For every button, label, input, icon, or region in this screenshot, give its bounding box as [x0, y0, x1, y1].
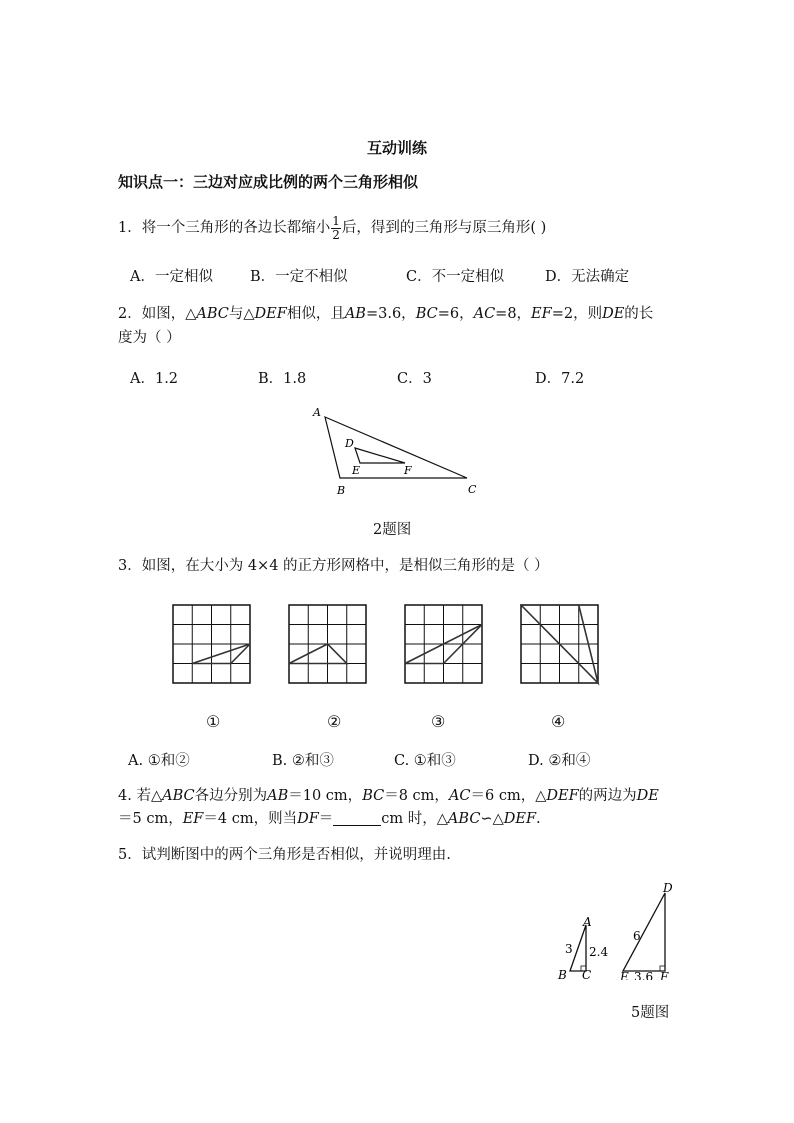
section-heading: 知识点一：三边对应成比例的两个三角形相似	[118, 173, 419, 191]
q2-ef: EF	[531, 306, 552, 322]
label-f: F	[404, 464, 412, 477]
label-d: D	[345, 437, 354, 450]
q2-text: 与△	[228, 306, 255, 322]
label-b: B	[337, 484, 346, 497]
triangle-def-large	[623, 893, 665, 971]
question-4-line1	[118, 786, 659, 806]
q4-ef: EF	[182, 811, 204, 827]
q2-option-d: D．7.2	[535, 371, 585, 387]
q1-option-d: D．无法确定	[545, 269, 630, 285]
q2-text: 2．如图，△	[118, 306, 197, 322]
label-c5: C	[582, 968, 592, 980]
q1-text-before: 1．将一个三角形的各边长都缩小	[118, 220, 331, 236]
q4-text: ＝4 cm，则当	[203, 811, 298, 827]
q3-option-a: A. ①和②	[128, 753, 190, 769]
q1-fraction	[331, 215, 341, 242]
label-a5: A	[583, 915, 592, 929]
label-f5: F	[660, 970, 669, 980]
q2-bc-val: =6，	[437, 306, 474, 322]
q4-ab-val: ＝10 cm，	[288, 788, 363, 804]
q4-df: DF	[297, 811, 319, 827]
grid-1	[172, 604, 252, 684]
label-a: A	[313, 406, 321, 419]
label-c: C	[468, 483, 477, 496]
q1-option-c: C．不一定相似	[406, 269, 505, 285]
q4-text: 4. 若△	[118, 788, 163, 804]
q2-bc: BC	[415, 306, 438, 322]
grid-label-2: ②	[327, 712, 342, 731]
q4-text: .	[536, 811, 541, 827]
q5-caption: 5题图	[631, 1005, 670, 1021]
q4-ac: AC	[448, 788, 471, 804]
q2-ac: AC	[473, 306, 496, 322]
grid-4	[520, 604, 602, 686]
q1-option-a: A．一定相似	[130, 269, 213, 285]
grid-2	[288, 604, 368, 684]
q4-text: ＝5 cm，	[118, 811, 183, 827]
q3-option-b: B. ②和③	[272, 753, 334, 769]
grid-label-3: ③	[431, 712, 446, 731]
triangle-def	[355, 448, 405, 463]
q2-figure	[300, 400, 490, 500]
q2-ab-val: =3.6，	[365, 306, 416, 322]
q4-ac-val: ＝6 cm，△	[470, 788, 547, 804]
q2-option-c: C．3	[397, 371, 432, 387]
q4-de: DE	[636, 788, 659, 804]
q2-ab: AB	[344, 306, 366, 322]
q4-abc2: ABC	[447, 811, 481, 827]
q4-answer-blank[interactable]	[333, 811, 381, 826]
question-4-line2	[118, 809, 541, 829]
question-2-line2: 度为（ ）	[118, 330, 181, 346]
side-3: 3	[565, 942, 573, 956]
q2-option-b: B．1.8	[258, 371, 307, 387]
q1-text-after: 后，得到的三角形与原三角形( )	[341, 220, 547, 236]
q4-def2: DEF	[503, 811, 537, 827]
q2-abc: ABC	[196, 306, 229, 322]
label-e: E	[352, 464, 361, 477]
q4-text: ＝	[318, 811, 334, 827]
q4-text: 的两边为	[578, 788, 637, 804]
q4-ab: AB	[267, 788, 289, 804]
q1-frac-den: 2	[332, 227, 340, 242]
q4-bc-val: ＝8 cm，	[384, 788, 449, 804]
q3-option-d: D. ②和④	[528, 753, 591, 769]
side-2-4: 2.4	[589, 945, 609, 959]
q4-def: DEF	[546, 788, 579, 804]
grid-1-triangle	[192, 644, 250, 664]
q4-text: cm 时，△	[381, 811, 448, 827]
q4-text: 各边分别为	[194, 788, 268, 804]
grid-2-triangle	[289, 644, 347, 664]
question-1	[118, 208, 546, 248]
label-d5: D	[663, 881, 673, 895]
label-e5: E	[620, 970, 629, 980]
grid-3	[404, 604, 484, 684]
q2-option-a: A．1.2	[130, 371, 179, 387]
page-title: 互动训练	[367, 139, 428, 157]
q4-abc: ABC	[162, 788, 195, 804]
q2-text: 相似，且	[286, 306, 345, 322]
question-3: 3．如图，在大小为 4×4 的正方形网格中，是相似三角形的是（ ）	[118, 558, 549, 574]
side-6: 6	[633, 929, 641, 943]
grid-label-4: ④	[551, 712, 566, 731]
q5-figure	[550, 880, 680, 980]
label-b5: B	[558, 968, 567, 980]
q1-option-b: B．一定不相似	[250, 269, 348, 285]
q2-de: DE	[602, 306, 625, 322]
q2-ef-val: =2，则	[551, 306, 603, 322]
q1-frac-num: 1	[332, 213, 340, 228]
q2-caption: 2题图	[373, 522, 412, 538]
q2-text: 的长	[624, 306, 654, 322]
q3-option-c: C. ①和③	[394, 753, 456, 769]
side-3-6: 3.6	[634, 970, 654, 980]
question-2-line1	[118, 304, 653, 324]
grid-label-1: ①	[206, 712, 221, 731]
q4-similar-symbol: ∽△	[480, 811, 504, 827]
question-5: 5．试判断图中的两个三角形是否相似，并说明理由.	[118, 847, 451, 863]
q4-bc: BC	[362, 788, 385, 804]
q2-def: DEF	[254, 306, 287, 322]
q2-ac-val: =8，	[495, 306, 532, 322]
